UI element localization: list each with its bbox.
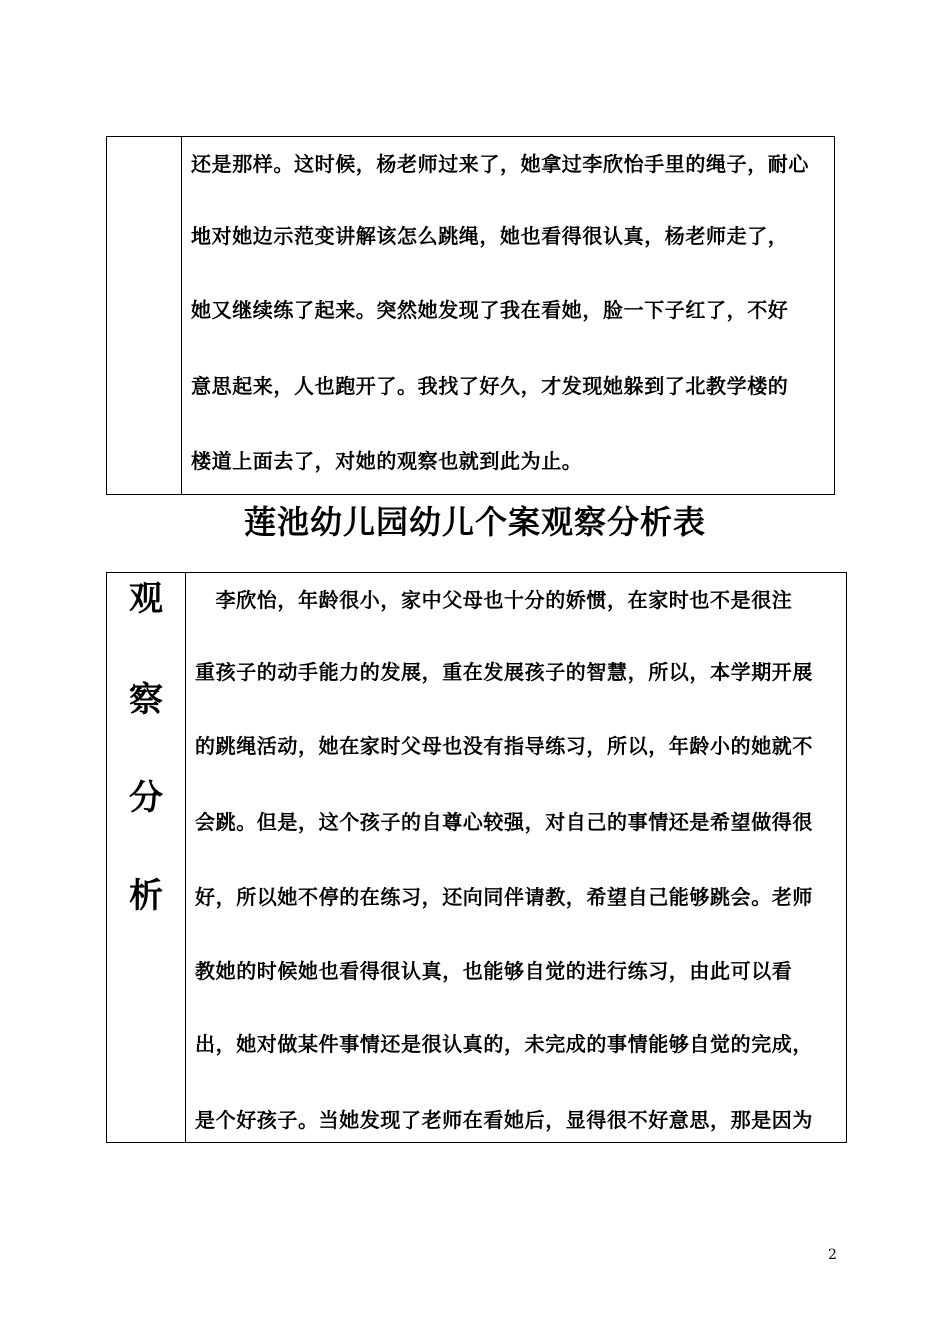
page-number: 2: [828, 1247, 837, 1263]
column-divider: [181, 137, 182, 494]
analysis-text-line: 教她的时候她也看得很认真，也能够自觉的进行练习，由此可以看: [195, 959, 793, 983]
analysis-text-line: 是个好孩子。当她发现了老师在看她后，显得很不好意思，那是因为: [195, 1108, 813, 1132]
observation-text-line: 楼道上面去了，对她的观察也就到此为止。: [191, 449, 583, 473]
document-title: 莲池幼儿园幼儿个案观察分析表: [243, 503, 706, 541]
observation-text-line: 意思起来，人也跑开了。我找了好久，才发现她躲到了北教学楼的: [191, 374, 789, 398]
analysis-label-char: 察: [129, 680, 163, 720]
observation-record-table: [106, 136, 835, 495]
observation-text-line: 还是那样。这时候，杨老师过来了，她拿过李欣怡手里的绳子，耐心: [191, 152, 809, 176]
analysis-text-line: 会跳。但是，这个孩子的自尊心较强，对自己的事情还是希望做得很: [195, 810, 813, 834]
column-divider: [185, 573, 186, 1142]
analysis-text-line: 李欣怡，年龄很小，家中父母也十分的娇惯，在家时也不是很注: [195, 588, 793, 612]
analysis-text-line: 出，她对做某件事情还是很认真的，未完成的事情能够自觉的完成，: [195, 1032, 813, 1056]
analysis-text-line: 的跳绳活动，她在家时父母也没有指导练习，所以，年龄小的她就不: [195, 734, 813, 758]
observation-text-line: 地对她边示范变讲解该怎么跳绳，她也看得很认真，杨老师走了，: [191, 224, 789, 248]
analysis-label-char: 分: [129, 778, 163, 818]
analysis-label-char: 析: [129, 876, 163, 916]
analysis-text-line: 重孩子的动手能力的发展，重在发展孩子的智慧，所以，本学期开展: [195, 660, 813, 684]
analysis-text-line: 好，所以她不停的在练习，还向同伴请教，希望自己能够跳会。老师: [195, 885, 813, 909]
observation-analysis-table: [106, 572, 847, 1143]
analysis-label-char: 观: [129, 579, 163, 619]
observation-text-line: 她又继续练了起来。突然她发现了我在看她，脸一下子红了，不好: [191, 298, 789, 322]
